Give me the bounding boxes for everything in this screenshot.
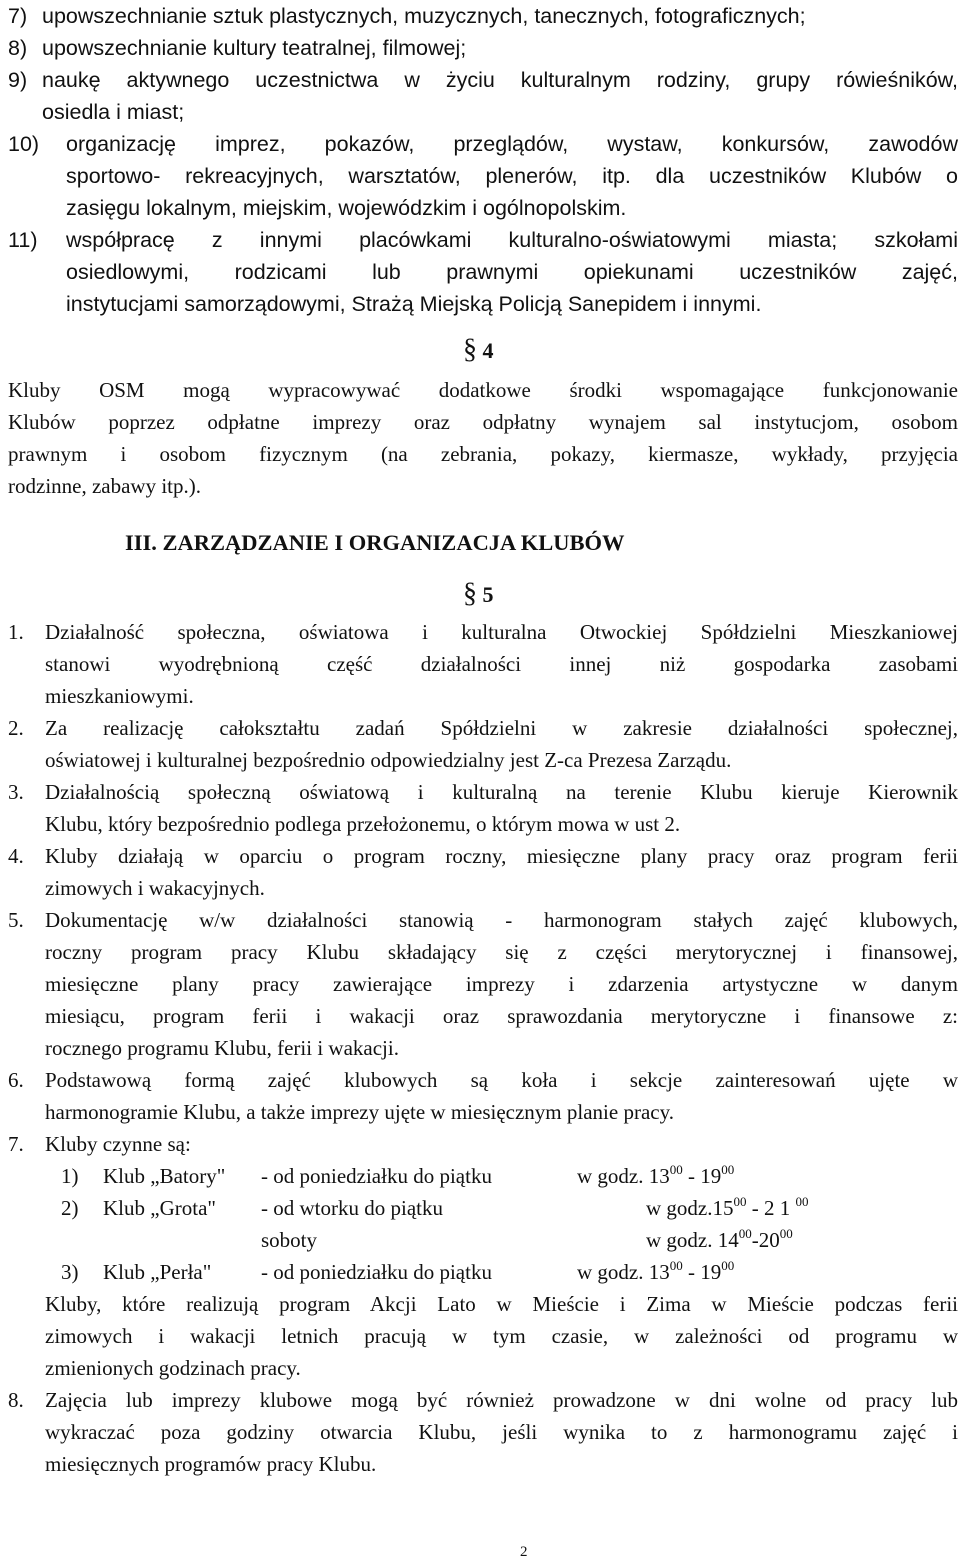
section-number: 5 xyxy=(482,582,494,607)
text-line: miesięczne plany pracy zawierające imprezy i zdarzenia artystyczne w danym xyxy=(45,972,958,996)
text-line: Podstawową formą zajęć klubowych są koła i sekcje zainteresowań ujęte w xyxy=(45,1068,958,1092)
chapter-heading: III. ZARZĄDZANIE I ORGANIZACJA KLUBÓW xyxy=(125,530,625,555)
list-item xyxy=(8,64,958,128)
hours-start: w godz. 13 xyxy=(577,1260,670,1284)
text-line: upowszechnianie kultury teatralnej, filmowej; xyxy=(42,36,467,60)
list-item-number: 4. xyxy=(8,844,24,868)
list-item-number: 11) xyxy=(8,228,38,252)
text-line: miesiącu, program ferii i wakacji oraz sprawozdania merytoryczne i finansowe z: xyxy=(45,1004,958,1028)
minutes-end: 00 xyxy=(779,1226,793,1241)
list-item-text xyxy=(45,712,958,776)
club-hours xyxy=(646,1192,809,1224)
list-item xyxy=(8,776,958,840)
text-line: Klubów poprzez odpłatne imprezy oraz odpłatny wynajem sal instytucjom, osobom xyxy=(8,410,958,434)
list-item-number: 3. xyxy=(8,780,24,804)
list-item-number: 6. xyxy=(8,1068,24,1092)
section-mark: § xyxy=(463,334,477,365)
list-item-number: 9) xyxy=(8,68,28,92)
text-line: zasięgu lokalnym, miejskim, wojewódzkim i ogólnopolskim. xyxy=(66,196,627,220)
list-item xyxy=(8,904,958,1064)
minutes-end: 00 xyxy=(721,1258,735,1273)
hours-end: - 19 xyxy=(682,1164,722,1188)
list-item xyxy=(8,616,958,712)
text-line: Działalnością społeczną oświatową i kulturalną na terenie Klubu kieruje Kierownik xyxy=(45,780,958,804)
club-number: 1) xyxy=(61,1164,79,1188)
list-item-number: 7. xyxy=(8,1132,24,1156)
list-item xyxy=(8,0,958,32)
text-line: zimowych i wakacyjnych. xyxy=(45,876,265,900)
club-days: - od wtorku do piątku xyxy=(261,1196,443,1220)
text-line: instytucjami samorządowymi, Strażą Miejską Policją Sanepidem i innymi. xyxy=(66,292,762,316)
text-line: Klubu, który bezpośrednio podlega przełożonemu, o którym mowa w ust 2. xyxy=(45,812,681,836)
list-item-text xyxy=(45,840,958,904)
text-line: osiedla i miast; xyxy=(42,100,185,124)
list-item-text xyxy=(66,128,958,224)
text-line: naukę aktywnego uczestnictwa w życiu kulturalnym rodziny, grupy rówieśników, xyxy=(42,68,958,92)
list-item-text xyxy=(45,904,958,1064)
minutes-start: 00 xyxy=(738,1226,752,1241)
text-line: Kluby działają w oparciu o program roczny, miesięczne plany pracy oraz program ferii xyxy=(45,844,958,868)
list-item-number: 1. xyxy=(8,620,24,644)
club-name: Klub „Perła" xyxy=(103,1260,212,1284)
text-line: zmienionych godzinach pracy. xyxy=(45,1356,301,1380)
text-line: rodzinne, zabawy itp.). xyxy=(8,474,202,498)
hours-start: w godz. 13 xyxy=(577,1164,670,1188)
list-item-text xyxy=(45,1384,958,1480)
clubs-schedule xyxy=(45,1160,958,1288)
section-4-heading xyxy=(463,334,494,366)
text-line: Kluby czynne są: xyxy=(45,1132,191,1156)
minutes-end: 00 xyxy=(721,1162,735,1177)
text-line: harmonogramie Klubu, a także imprezy ujęte w miesięcznym planie pracy. xyxy=(45,1100,674,1124)
text-line: mieszkaniowymi. xyxy=(45,684,194,708)
minutes-start: 00 xyxy=(669,1162,683,1177)
list-item xyxy=(8,32,958,64)
list-item-text xyxy=(66,224,958,320)
text-line: Kluby OSM mogą wypracowywać dodatkowe środki wspomagające funkcjonowanie xyxy=(8,378,958,402)
list-item-text xyxy=(45,1064,958,1128)
club-hours xyxy=(577,1256,734,1288)
text-line: stanowi wyodrębnioną część działalności innej niż gospodarka zasobami xyxy=(45,652,958,676)
list-item-text xyxy=(42,32,958,64)
club-hours xyxy=(646,1224,793,1256)
list-item xyxy=(8,224,958,320)
list-item-number: 8) xyxy=(8,36,28,60)
section-number: 4 xyxy=(482,338,494,363)
list-item-text xyxy=(45,776,958,840)
section-mark: § xyxy=(463,578,477,609)
hours-start: w godz. 14 xyxy=(646,1228,739,1252)
list-item xyxy=(8,1384,958,1480)
club-days: - od poniedziałku do piątku xyxy=(261,1260,492,1284)
club-name: Klub „Batory" xyxy=(103,1164,226,1188)
club-hours xyxy=(577,1160,734,1192)
list-item-text xyxy=(42,64,958,128)
minutes-end: 00 xyxy=(795,1194,809,1209)
club-days: soboty xyxy=(261,1228,318,1252)
list-item-number: 5. xyxy=(8,908,24,932)
text-line: współpracę z innymi placówkami kulturalno-oświatowymi miasta; szkołami xyxy=(66,228,958,252)
minutes-start: 00 xyxy=(733,1194,747,1209)
activities-list xyxy=(8,0,958,320)
club-number: 3) xyxy=(61,1260,79,1284)
text-line: osiedlowymi, rodzicami lub prawnymi opiekunami uczestników zajęć, xyxy=(66,260,958,284)
page-number: 2 xyxy=(520,1544,528,1560)
list-item-text xyxy=(42,0,958,32)
hours-end: - 19 xyxy=(682,1260,722,1284)
list-item-number: 10) xyxy=(8,132,40,156)
list-item xyxy=(8,1064,958,1128)
clubs-note xyxy=(45,1288,958,1384)
list-item xyxy=(8,840,958,904)
list-item xyxy=(8,1128,958,1160)
text-line: Zajęcia lub imprezy klubowe mogą być również prowadzone w dni wolne od pracy lub xyxy=(45,1388,958,1412)
text-line: Dokumentację w/w działalności stanowią - harmonogram stałych zajęć klubowych, xyxy=(45,908,958,932)
text-line: zimowych i wakacji letnich pracują w tym czasie, w zależności od programu w xyxy=(45,1324,958,1348)
text-line: Kluby, które realizują program Akcji Lato w Mieście i Zima w Mieście podczas ferii xyxy=(45,1292,958,1316)
text-line: wykraczać poza godziny otwarcia Klubu, jeśli wynika to z harmonogramu zajęć i xyxy=(45,1420,958,1444)
club-number: 2) xyxy=(61,1196,79,1220)
club-row xyxy=(45,1160,958,1192)
minutes-start: 00 xyxy=(669,1258,683,1273)
text-line: organizację imprez, pokazów, przeglądów, wystaw, konkursów, zawodów xyxy=(66,132,958,156)
text-line: sportowo- rekreacyjnych, warsztatów, plenerów, itp. dla uczestników Klubów o xyxy=(66,164,958,188)
hours-start: w godz.15 xyxy=(646,1196,734,1220)
section-4-paragraph xyxy=(8,374,958,502)
text-line: upowszechnianie sztuk plastycznych, muzycznych, tanecznych, fotograficznych; xyxy=(42,4,806,28)
hours-end: -20 xyxy=(751,1228,780,1252)
text-line: rocznego programu Klubu, ferii i wakacji. xyxy=(45,1036,399,1060)
text-line: prawnym i osobom fizycznym (na zebrania, pokazy, kiermasze, wykłady, przyjęcia xyxy=(8,442,958,466)
club-row xyxy=(45,1192,958,1224)
hours-end: - 2 1 xyxy=(746,1196,796,1220)
club-days: - od poniedziałku do piątku xyxy=(261,1164,492,1188)
section-5-list xyxy=(8,616,958,1480)
text-line: Za realizację całokształtu zadań Spółdzielni w zakresie działalności społecznej, xyxy=(45,716,958,740)
list-item-number: 7) xyxy=(8,4,28,28)
list-item-number: 2. xyxy=(8,716,24,740)
text-line: miesięcznych programów pracy Klubu. xyxy=(45,1452,377,1476)
section-5-heading xyxy=(463,578,494,610)
list-item-number: 8. xyxy=(8,1388,24,1412)
club-row xyxy=(45,1256,958,1288)
club-row xyxy=(45,1224,958,1256)
text-line: roczny program pracy Klubu składający się z części merytorycznej i finansowej, xyxy=(45,940,958,964)
club-name: Klub „Grota" xyxy=(103,1196,216,1220)
list-item-text xyxy=(45,616,958,712)
list-item xyxy=(8,128,958,224)
text-line: oświatowej i kulturalnej bezpośrednio odpowiedzialny jest Z-ca Prezesa Zarządu. xyxy=(45,748,732,772)
list-item xyxy=(8,712,958,776)
list-item-text xyxy=(45,1128,958,1160)
text-line: Działalność społeczna, oświatowa i kulturalna Otwockiej Spółdzielni Mieszkaniowej xyxy=(45,620,958,644)
